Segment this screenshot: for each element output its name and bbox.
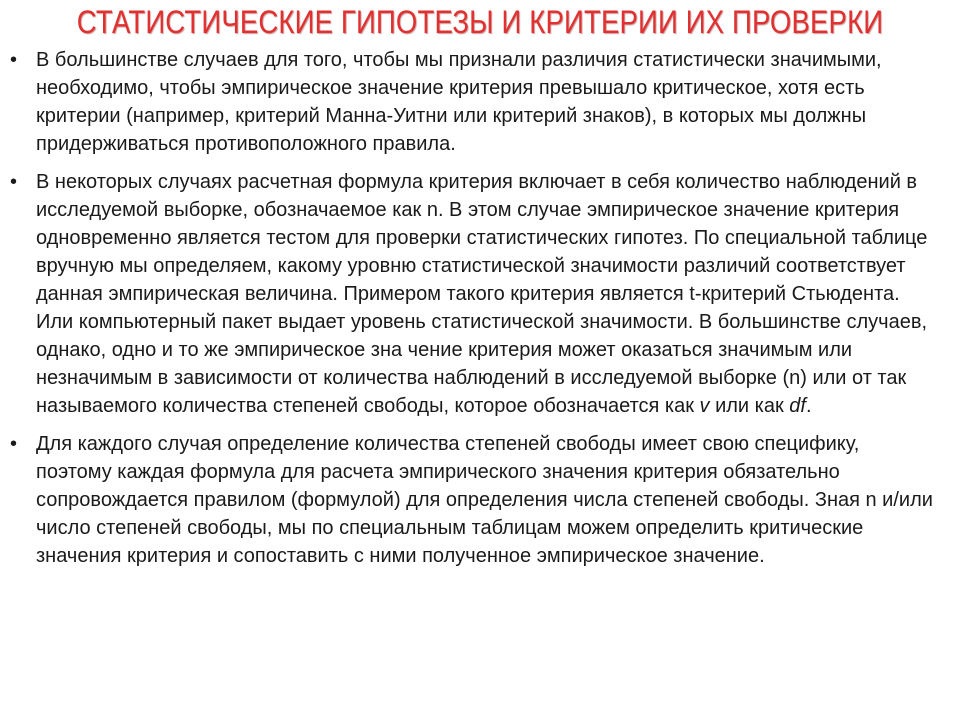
bullet-list xyxy=(8,46,938,580)
bullet-marker: • xyxy=(10,171,18,193)
bullet-text-3: Для каждого случая определение количества степеней свободы имеет свою специфику, поэтому каждая формула для расчета эмпирического значения критерия обязательно сопровождается правилом (формулой) для определения числа степеней свободы. Зная n и/или число степеней свободы, мы по специальным таблицам можем определить критические значения критерия и сопоставить с ними полученное эмпирическое значение. xyxy=(36,433,933,567)
bullet-marker: • xyxy=(10,49,18,71)
bullet-text-1: В большинстве случаев для того, чтобы мы признали различия статистически значимыми, необходимо, чтобы эмпирическое значение критерия превышало критическое, хотя есть критерии (например, критерий Манна-Уитни или критерий знаков), в которых мы должны придерживаться противоположного правила. xyxy=(36,49,882,155)
symbol-v: v xyxy=(699,395,710,417)
bullet-text-2-or: или как xyxy=(709,395,790,417)
symbol-df: df xyxy=(789,395,806,417)
bullet-text-2 xyxy=(36,168,938,420)
bullet-text-2-main: В некоторых случаях расчетная формула критерия включает в себя количество наблюдений в исследуемой выборке, обозначаемое как n. В этом случае эмпирическое значение критерия одновременно является тестом для проверки статистических гипотез. По специальной таблице вручную мы определяем, какому уровню статистической значимости различий соответствует данная эмпирическая величина. Примером такого критерия является t-критерий Стьюдента. Или компьютерный пакет выдает уровень статистической значимости. В большинстве случаев, однако, одно и то же эмпирическое зна чение критерия может оказаться значимым или незначимым в зависимости от количества наблюдений в исследуемой выборке (n) или от так называемого количества степеней свободы, которое обозначается как xyxy=(36,171,928,417)
bullet-item-1 xyxy=(8,46,938,158)
slide-title: СТАТИСТИЧЕСКИЕ ГИПОТЕЗЫ И КРИТЕРИИ ИХ ПРОВЕРКИ xyxy=(76,4,884,40)
bullet-text-2-end: . xyxy=(805,395,812,417)
bullet-item-2 xyxy=(8,168,938,420)
bullet-marker: • xyxy=(10,433,18,455)
bullet-item-3 xyxy=(8,430,938,570)
